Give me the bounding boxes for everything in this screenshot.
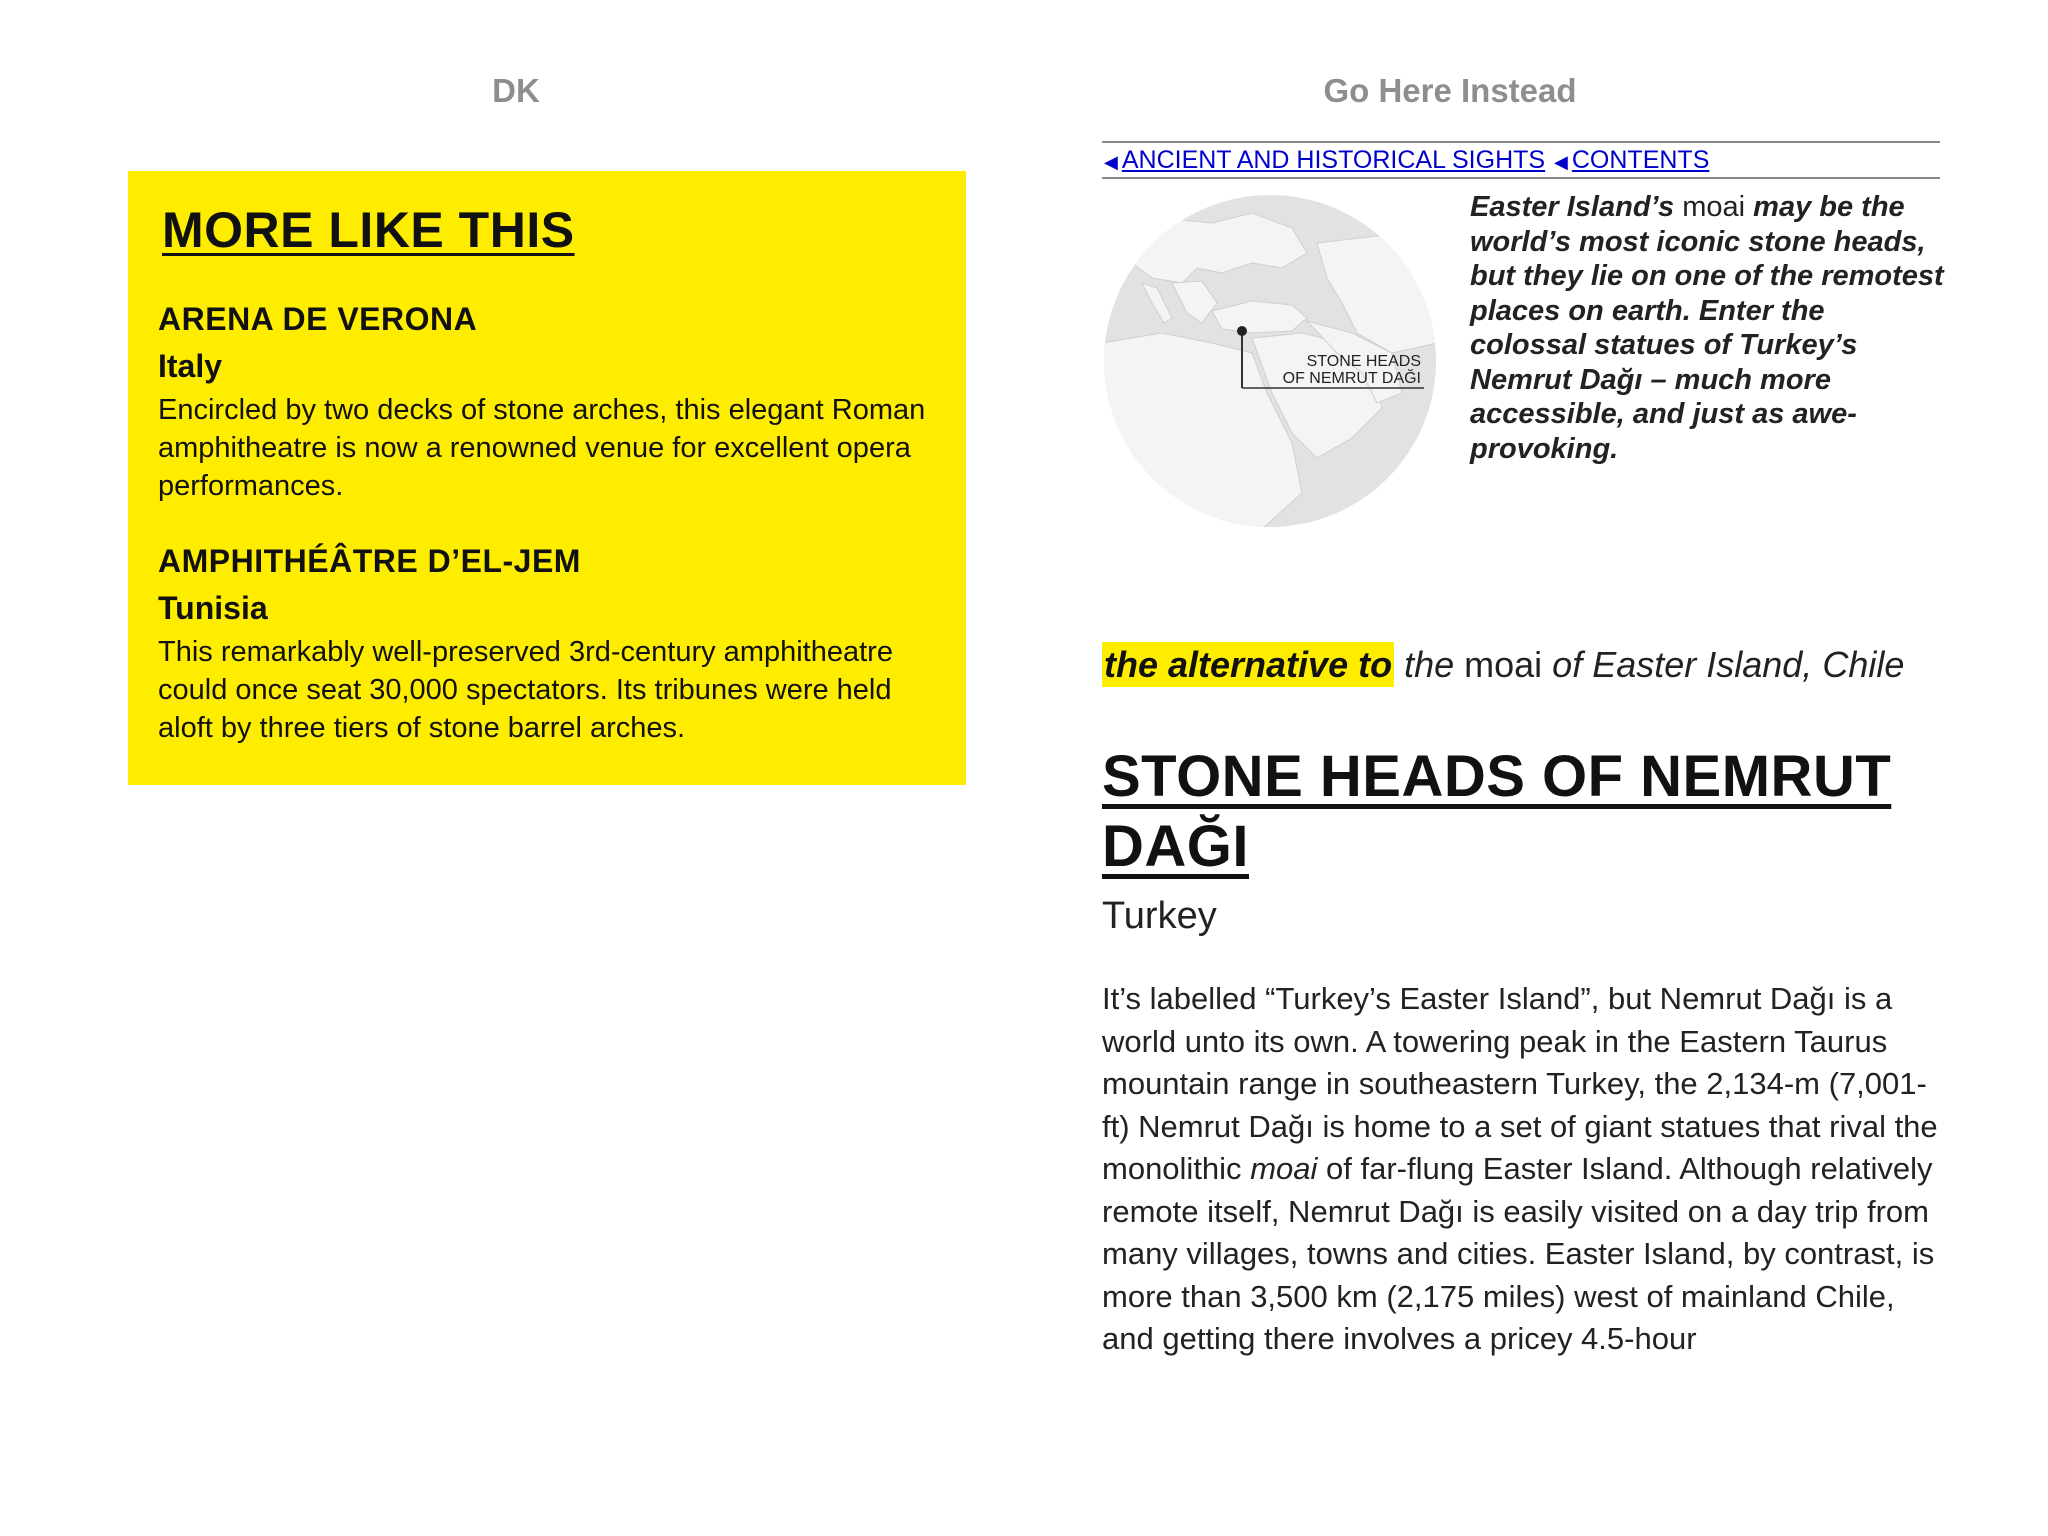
more-item-description: This remarkably well-preserved 3rd-century amphitheatre could once seat 30,000 spectators. Its tribunes were held aloft by three tiers of stone barrel arches. bbox=[158, 636, 893, 744]
running-head-right: Go Here Instead bbox=[1323, 72, 1577, 109]
more-item-name: ARENA DE VERONA bbox=[158, 301, 478, 337]
intro-part3: may be the world’s most iconic stone heads, but they lie on one of the remotest places on earth. Enter the colossal statues of Turkey’s Nemrut Dağı – much more accessible, and just as awe-provoking. bbox=[1470, 191, 1944, 465]
alternative-part3: of Easter Island, Chile bbox=[1542, 644, 1905, 685]
more-item-description: Encircled by two decks of stone arches, this elegant Roman amphitheatre is now a renowned venue for excellent opera performances. bbox=[158, 394, 926, 502]
section-link[interactable]: ANCIENT AND HISTORICAL SIGHTS bbox=[1121, 146, 1546, 174]
map-label-line2: OF NEMRUT DAĞI bbox=[1282, 370, 1421, 387]
map-label-line1: STONE HEADS bbox=[1306, 353, 1421, 370]
body-moai: moai bbox=[1250, 1151, 1318, 1186]
alternative-line bbox=[1102, 643, 1942, 687]
more-like-this-box bbox=[128, 171, 966, 785]
alternative-moai: moai bbox=[1464, 644, 1543, 685]
article-country: Turkey bbox=[1102, 895, 1217, 937]
map-location-dot bbox=[1237, 326, 1247, 336]
intro-part1: Easter Island’s bbox=[1470, 191, 1683, 223]
locator-map bbox=[1102, 193, 1438, 529]
more-item-name: AMPHITHÉÂTRE D’EL-JEM bbox=[158, 543, 581, 579]
alternative-part1: the bbox=[1394, 644, 1465, 685]
alternative-highlight: the alternative to bbox=[1104, 644, 1393, 685]
contents-link[interactable]: CONTENTS bbox=[1571, 146, 1710, 174]
more-like-this-title: MORE LIKE THIS bbox=[162, 202, 575, 258]
body-part1: It’s labelled “Turkey’s Easter Island”, but Nemrut Dağı is a world unto its own. A towering peak in the Eastern Taurus mountain range in southeastern Turkey, the 2,134-m (7,001-ft) Nemrut Dağı is home to a set of giant statues that rival the monolithic bbox=[1102, 981, 1938, 1186]
article-body bbox=[1102, 978, 1947, 1361]
intro-text bbox=[1470, 190, 1945, 466]
more-item-country: Italy bbox=[158, 348, 223, 384]
intro-moai: moai bbox=[1682, 191, 1746, 223]
left-triangle-icon: ◀ bbox=[1104, 152, 1118, 172]
more-item-el-jem bbox=[158, 543, 936, 747]
breadcrumb-nav bbox=[1102, 141, 1940, 179]
running-head-left: DK bbox=[492, 72, 540, 109]
more-item-verona bbox=[158, 301, 936, 505]
body-part2: of far-flung Easter Island. Although relatively remote itself, Nemrut Dağı is easily visited on a day trip from many villages, towns and cities. Easter Island, by contrast, is more than 3,500 km (2,175 miles) west of mainland Chile, and getting there involves a pricey 4.5-hour bbox=[1102, 1151, 1935, 1356]
article-title: STONE HEADS OF NEMRUT DAĞI bbox=[1102, 744, 1892, 879]
more-item-country: Tunisia bbox=[158, 590, 268, 626]
left-triangle-icon: ◀ bbox=[1554, 152, 1568, 172]
